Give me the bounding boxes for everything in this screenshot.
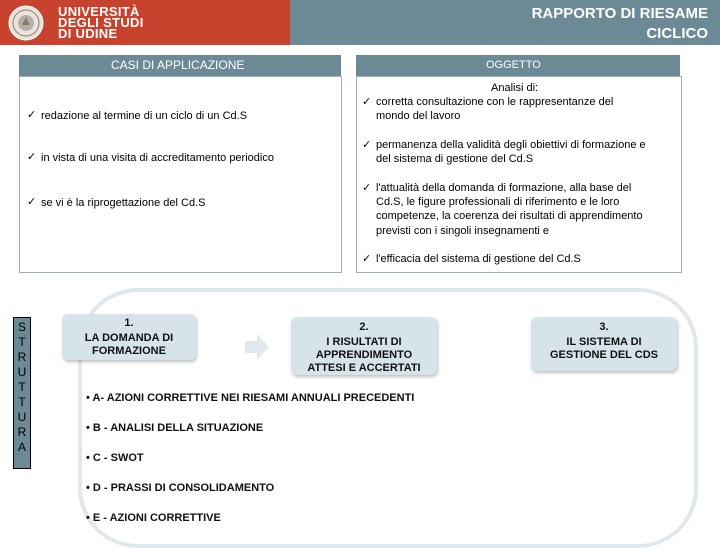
struttura-letter: T	[18, 335, 26, 349]
oggetto-item-3-line1: l'attualità della domanda di formazione, alla base del	[376, 182, 632, 194]
university-seal-icon	[8, 5, 44, 41]
checkmark-icon: ✓	[362, 96, 372, 108]
box-risultati-apprendimento	[291, 317, 437, 375]
box-domanda-formazione	[62, 314, 196, 360]
page-title-line2: CICLICO	[646, 25, 708, 42]
oggetto-item-4-line1: l'efficacia del sistema di gestione del Cd.S	[376, 253, 581, 265]
section-item-d: • D - PRASSI DI CONSOLIDAMENTO	[86, 482, 275, 494]
oggetto-item-3-line3: competenze, la coerenza dei risultati di apprendimento	[376, 210, 643, 222]
checkmark-icon: ✓	[27, 109, 37, 121]
university-name	[58, 6, 144, 39]
struttura-letter: S	[17, 320, 26, 334]
oggetto-item-1-line1: corretta consultazione con le rappresentanze del	[376, 96, 614, 108]
section-item-a: • A- AZIONI CORRETTIVE NEI RIESAMI ANNUALI PRECEDENTI	[86, 392, 415, 404]
university-name-line2: DEGLI STUDI	[58, 15, 144, 30]
casi-applicazione-panel	[19, 76, 342, 273]
oggetto-intro: Analisi di:	[491, 82, 539, 94]
checkmark-icon: ✓	[27, 151, 37, 163]
casi-applicazione-heading	[19, 55, 341, 76]
struttura-label	[15, 320, 29, 455]
casi-item-1: redazione al termine di un ciclo di un Cd.S	[41, 110, 248, 122]
section-item-c: • C - SWOT	[86, 452, 144, 464]
oggetto-item-3-line2: Cd.S, le figure professionali di riferimento e le loro	[376, 196, 620, 208]
oggetto-heading	[356, 55, 680, 76]
struttura-letter: U	[17, 365, 27, 379]
box-2-line1: I RISULTATI DI	[326, 336, 402, 348]
box-1-line1: LA DOMANDA DI	[84, 332, 174, 344]
section-item-b: • B - ANALISI DELLA SITUAZIONE	[86, 422, 264, 434]
casi-item-2: in vista di una visita di accreditamento periodico	[41, 152, 274, 164]
university-name-line3: DI UDINE	[58, 26, 118, 41]
university-name-line1: UNIVERSITÀ	[58, 4, 140, 19]
checkmark-icon: ✓	[362, 253, 372, 265]
casi-applicazione-heading-text: CASI DI APPLICAZIONE	[111, 58, 245, 72]
box-3-line1: IL SISTEMA DI	[566, 336, 642, 348]
checkmark-icon: ✓	[362, 139, 372, 151]
header-bar	[0, 0, 720, 45]
oggetto-item-2-line1: permanenza della validità degli obiettivi di formazione e	[376, 139, 646, 151]
page-title-line1: RAPPORTO DI RIESAME	[531, 5, 708, 22]
casi-item-3: se vi è la riprogettazione del Cd.S	[41, 197, 206, 209]
box-2-line2: APPRENDIMENTO	[315, 349, 413, 361]
struttura-letter: R	[17, 350, 27, 364]
struttura-letter: R	[17, 425, 27, 439]
box-sistema-gestione	[531, 317, 677, 371]
section-item-e: • E - AZIONI CORRETTIVE	[86, 512, 221, 524]
checkmark-icon: ✓	[362, 182, 372, 194]
oggetto-item-3-line4: previsti con i singoli insegnamenti e	[376, 225, 550, 237]
arrow-right-icon	[245, 332, 269, 362]
box-3-line2: GESTIONE DEL CDS	[550, 349, 658, 361]
struttura-letter: A	[17, 440, 26, 454]
box-2-number: 2.	[359, 321, 369, 333]
struttura-letter: T	[18, 380, 26, 394]
box-3-number: 3.	[599, 321, 609, 333]
oggetto-heading-text: OGGETTO	[486, 59, 541, 71]
struttura-letter: T	[18, 395, 26, 409]
box-1-line2: FORMAZIONE	[92, 345, 166, 357]
checkmark-icon: ✓	[27, 196, 37, 208]
university-logo	[0, 0, 290, 45]
page-title	[408, 4, 708, 44]
box-2-line3: ATTESI E ACCERTATI	[307, 362, 421, 374]
struttura-letter: U	[17, 410, 27, 424]
box-1-number: 1.	[124, 317, 134, 329]
oggetto-item-1-line2: mondo del lavoro	[376, 110, 461, 122]
oggetto-item-2-line2: del sistema di gestione del Cd.S	[376, 153, 534, 165]
